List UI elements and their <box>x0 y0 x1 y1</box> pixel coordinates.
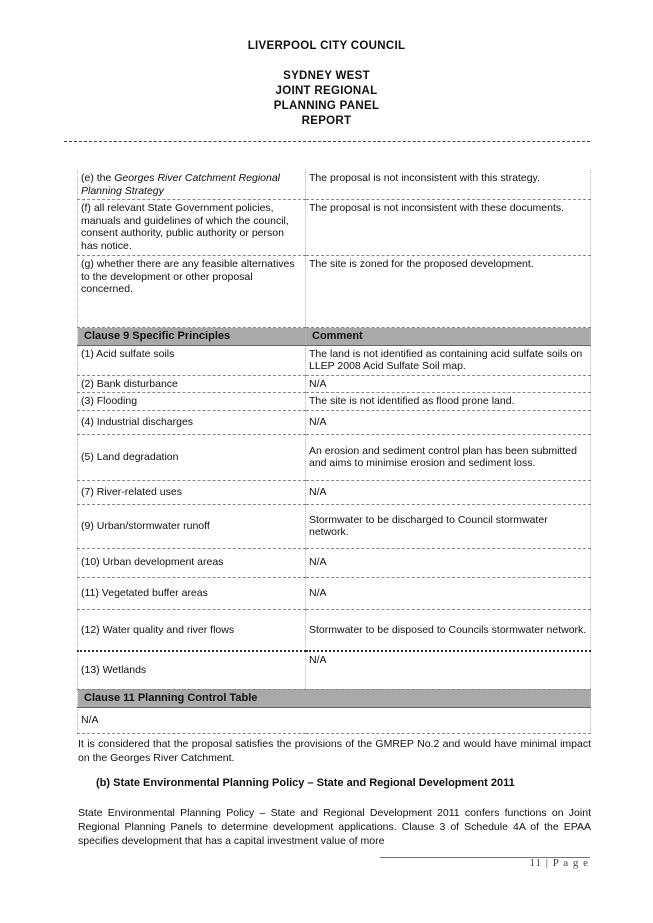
table-row <box>78 480 591 504</box>
table-row <box>78 393 591 411</box>
report-title-line-4: REPORT <box>301 115 352 127</box>
principle-cell: (7) River-related uses <box>78 480 306 504</box>
table-row <box>78 577 591 609</box>
table-row <box>78 609 591 651</box>
comment-cell: N/A <box>306 577 591 609</box>
clause-11-heading: Clause 11 Planning Control Table <box>78 689 591 707</box>
principle-cell: (10) Urban development areas <box>78 548 306 577</box>
comment-cell: N/A <box>306 375 591 393</box>
comment-cell: An erosion and sediment control plan has been submitted and aims to minimise erosion and sediment loss. <box>306 434 591 480</box>
clause-9-heading-row <box>78 328 591 346</box>
principle-cell: (1) Acid sulfate soils <box>78 345 306 375</box>
comment-cell: The land is not identified as containing acid sulfate soils on LLEP 2008 Acid Sulfate Soil map. <box>306 345 591 375</box>
conclusion-paragraph: It is considered that the proposal satisfies the provisions of the GMREP No.2 and would have minimal impact on the Georges River Catchment. <box>78 738 591 764</box>
principle-cell: (2) Bank disturbance <box>78 375 306 393</box>
table-row <box>78 651 591 689</box>
table-row <box>78 345 591 375</box>
report-title-line-2: JOINT REGIONAL <box>275 85 378 97</box>
principle-cell: (12) Water quality and river flows <box>78 609 306 651</box>
criterion-cell: (e) the Georges River Catchment Regional Planning Strategy <box>78 170 306 200</box>
comment-cell: N/A <box>306 651 591 689</box>
comment-heading: Comment <box>306 328 591 346</box>
criterion-cell: (f) all relevant State Government policies, manuals and guidelines of which the council, consent authority, public authority or person has notice. <box>78 200 306 256</box>
clause-11-heading-row <box>78 689 591 707</box>
principle-cell: (9) Urban/stormwater runoff <box>78 504 306 548</box>
table-row <box>78 434 591 480</box>
section-subheading: (b) State Environmental Planning Policy – State and Regional Development 2011 <box>96 777 515 789</box>
council-title: LIVERPOOL CITY COUNCIL <box>247 40 406 52</box>
table-row <box>78 504 591 548</box>
table-row <box>78 410 591 434</box>
principle-cell: (11) Vegetated buffer areas <box>78 577 306 609</box>
report-title-line-3: PLANNING PANEL <box>273 100 380 112</box>
comment-cell: N/A <box>306 548 591 577</box>
page-number: 11 | P a g e <box>529 857 589 869</box>
clause-11-value: N/A <box>78 707 591 733</box>
table-row <box>78 200 591 256</box>
clause-9-heading: Clause 9 Specific Principles <box>78 328 306 346</box>
criterion-cell: (g) whether there are any feasible alternatives to the development or other proposal concerned. <box>78 256 306 328</box>
comment-cell: N/A <box>306 480 591 504</box>
table-row <box>78 170 591 200</box>
comment-cell: N/A <box>306 410 591 434</box>
principle-cell: (13) Wetlands <box>78 651 306 689</box>
report-title-line-1: SYDNEY WEST <box>283 70 370 82</box>
table-row <box>78 548 591 577</box>
comment-cell: Stormwater to be discharged to Council stormwater network. <box>306 504 591 548</box>
principle-cell: (5) Land degradation <box>78 434 306 480</box>
principle-cell: (3) Flooding <box>78 393 306 411</box>
comment-cell: The site is zoned for the proposed development. <box>306 256 591 328</box>
principle-cell: (4) Industrial discharges <box>78 410 306 434</box>
table-row <box>78 707 591 733</box>
gmrep-assessment-table <box>77 170 591 734</box>
comment-cell: The site is not identified as flood prone land. <box>306 393 591 411</box>
table-row <box>78 256 591 328</box>
comment-cell: The proposal is not inconsistent with these documents. <box>306 200 591 256</box>
header-divider <box>64 141 590 142</box>
comment-cell: The proposal is not inconsistent with this strategy. <box>306 170 591 200</box>
body-paragraph: State Environmental Planning Policy – State and Regional Development 2011 confers functions on Joint Regional Planning Panels to determine development applications. Clause 3 of Schedule 4A of the EPAA specifies development that has a capital investment value of more <box>78 807 591 847</box>
comment-cell: Stormwater to be disposed to Councils stormwater network. <box>306 609 591 651</box>
table-row <box>78 375 591 393</box>
